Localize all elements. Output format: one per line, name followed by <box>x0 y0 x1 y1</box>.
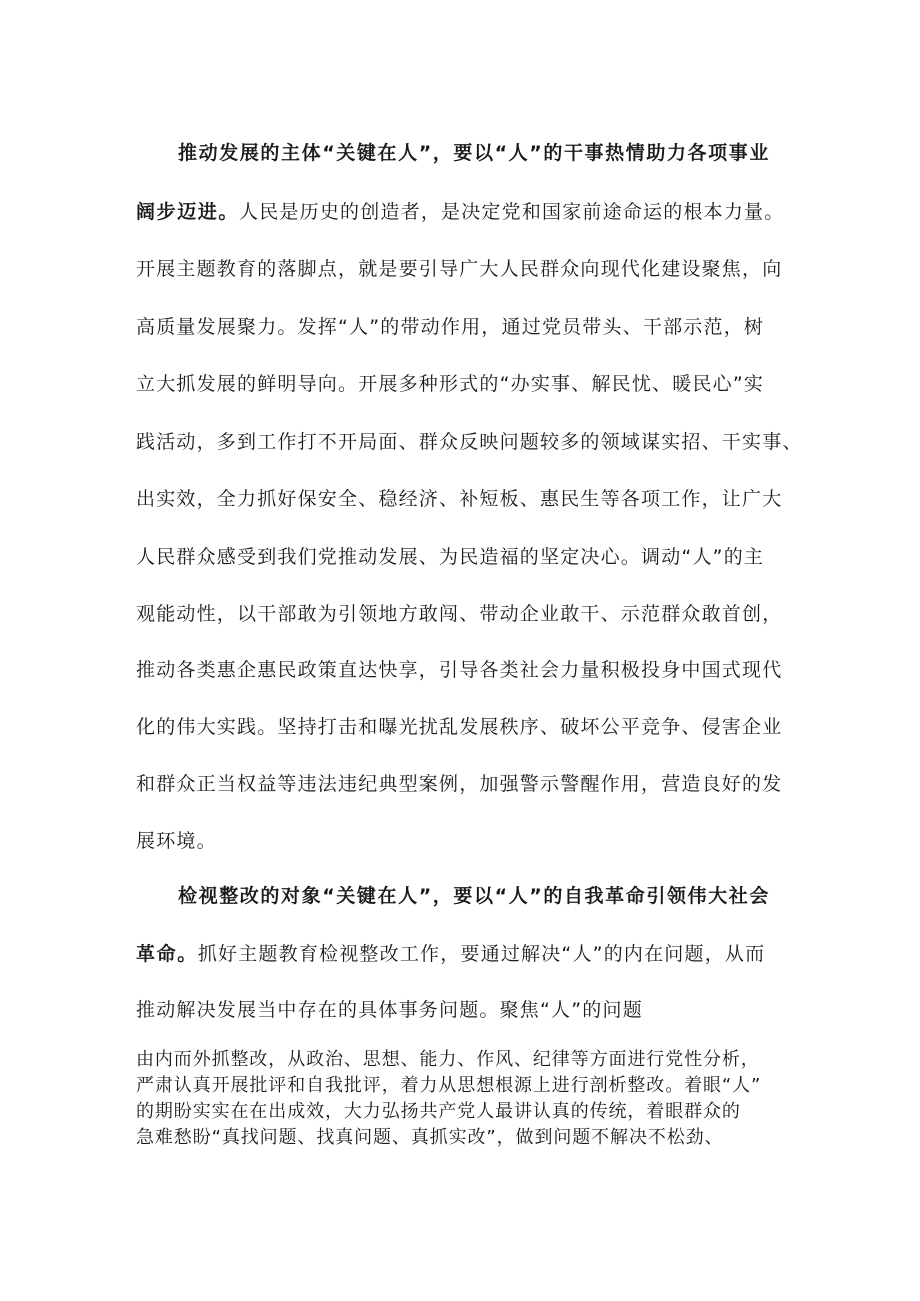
paragraph-2-line-1: 检视整改的对象“关键在人”，要以“人”的自我革命引领伟大社会 <box>178 885 770 907</box>
paragraph-2-line-2 <box>136 943 765 965</box>
paragraph-1-line-13: 展环境。 <box>136 830 217 852</box>
paragraph-1-line-1: 推动发展的主体“关键在人”，要以“人”的干事热情助力各项事业 <box>178 142 770 164</box>
paragraph-1-line-12: 和群众正当权益等违法违纪典型案例，加强警示警醒作用，营造良好的发 <box>136 773 783 795</box>
paragraph-1-line-3: 开展主题教育的落脚点，就是要引导广大人民群众向现代化建设聚焦，向 <box>136 258 783 280</box>
paragraph-1-line-4: 高质量发展聚力。发挥“人”的带动作用，通过党员带头、干部示范，树 <box>136 316 765 338</box>
paragraph-1-line-10: 推动各类惠企惠民政策直达快享，引导各类社会力量积极投身中国式现代 <box>136 659 783 681</box>
paragraph-2-line-6: 的期盼实实在在出成效，大力弘扬共产党人最讲认真的传统，着眼群众的 <box>136 1101 741 1122</box>
paragraph-2-lead-end: 革命。 <box>136 943 198 965</box>
paragraph-2-line-7: 急难愁盼“真找问题、找真问题、真抓实改”，做到问题不解决不松劲、 <box>136 1127 724 1148</box>
paragraph-1-line-7: 出实效，全力抓好保安全、稳经济、补短板、惠民生等各项工作，让广大 <box>136 488 783 510</box>
paragraph-1-line-9: 观能动性，以干部敢为引领地方敢闯、带动企业敢干、示范群众敢首创， <box>136 603 783 625</box>
paragraph-1-line-6: 践活动，多到工作打不开局面、群众反映问题较多的领域谋实招、干实事、 <box>136 431 803 453</box>
paragraph-2-line-4: 由内而外抓整改，从政治、思想、能力、作风、纪律等方面进行党性分析， <box>136 1049 760 1070</box>
paragraph-1-line-5: 立大抓发展的鲜明导向。开展多种形式的“办实事、解民忧、暖民心”实 <box>136 373 765 395</box>
paragraph-2-line-2-text: 抓好主题教育检视整改工作，要通过解决“人”的内在问题，从而 <box>197 943 766 965</box>
paragraph-2-line-3: 推动解决发展当中存在的具体事务问题。聚焦“人”的问题 <box>136 999 643 1021</box>
paragraph-1-lead-end: 阔步迈进。 <box>136 201 240 223</box>
paragraph-1-line-2-text: 人民是历史的创造者，是决定党和国家前途命运的根本力量。 <box>239 201 785 223</box>
paragraph-1-line-2 <box>136 201 784 223</box>
paragraph-1-line-8: 人民群众感受到我们党推动发展、为民造福的坚定决心。调动“人”的主 <box>136 546 765 568</box>
paragraph-1-line-11: 化的伟大实践。坚持打击和曝光扰乱发展秩序、破坏公平竞争、侵害企业 <box>136 716 783 738</box>
paragraph-2-line-5: 严肃认真开展批评和自我批评，着力从思想根源上进行剖析整改。着眼“人” <box>136 1075 762 1096</box>
